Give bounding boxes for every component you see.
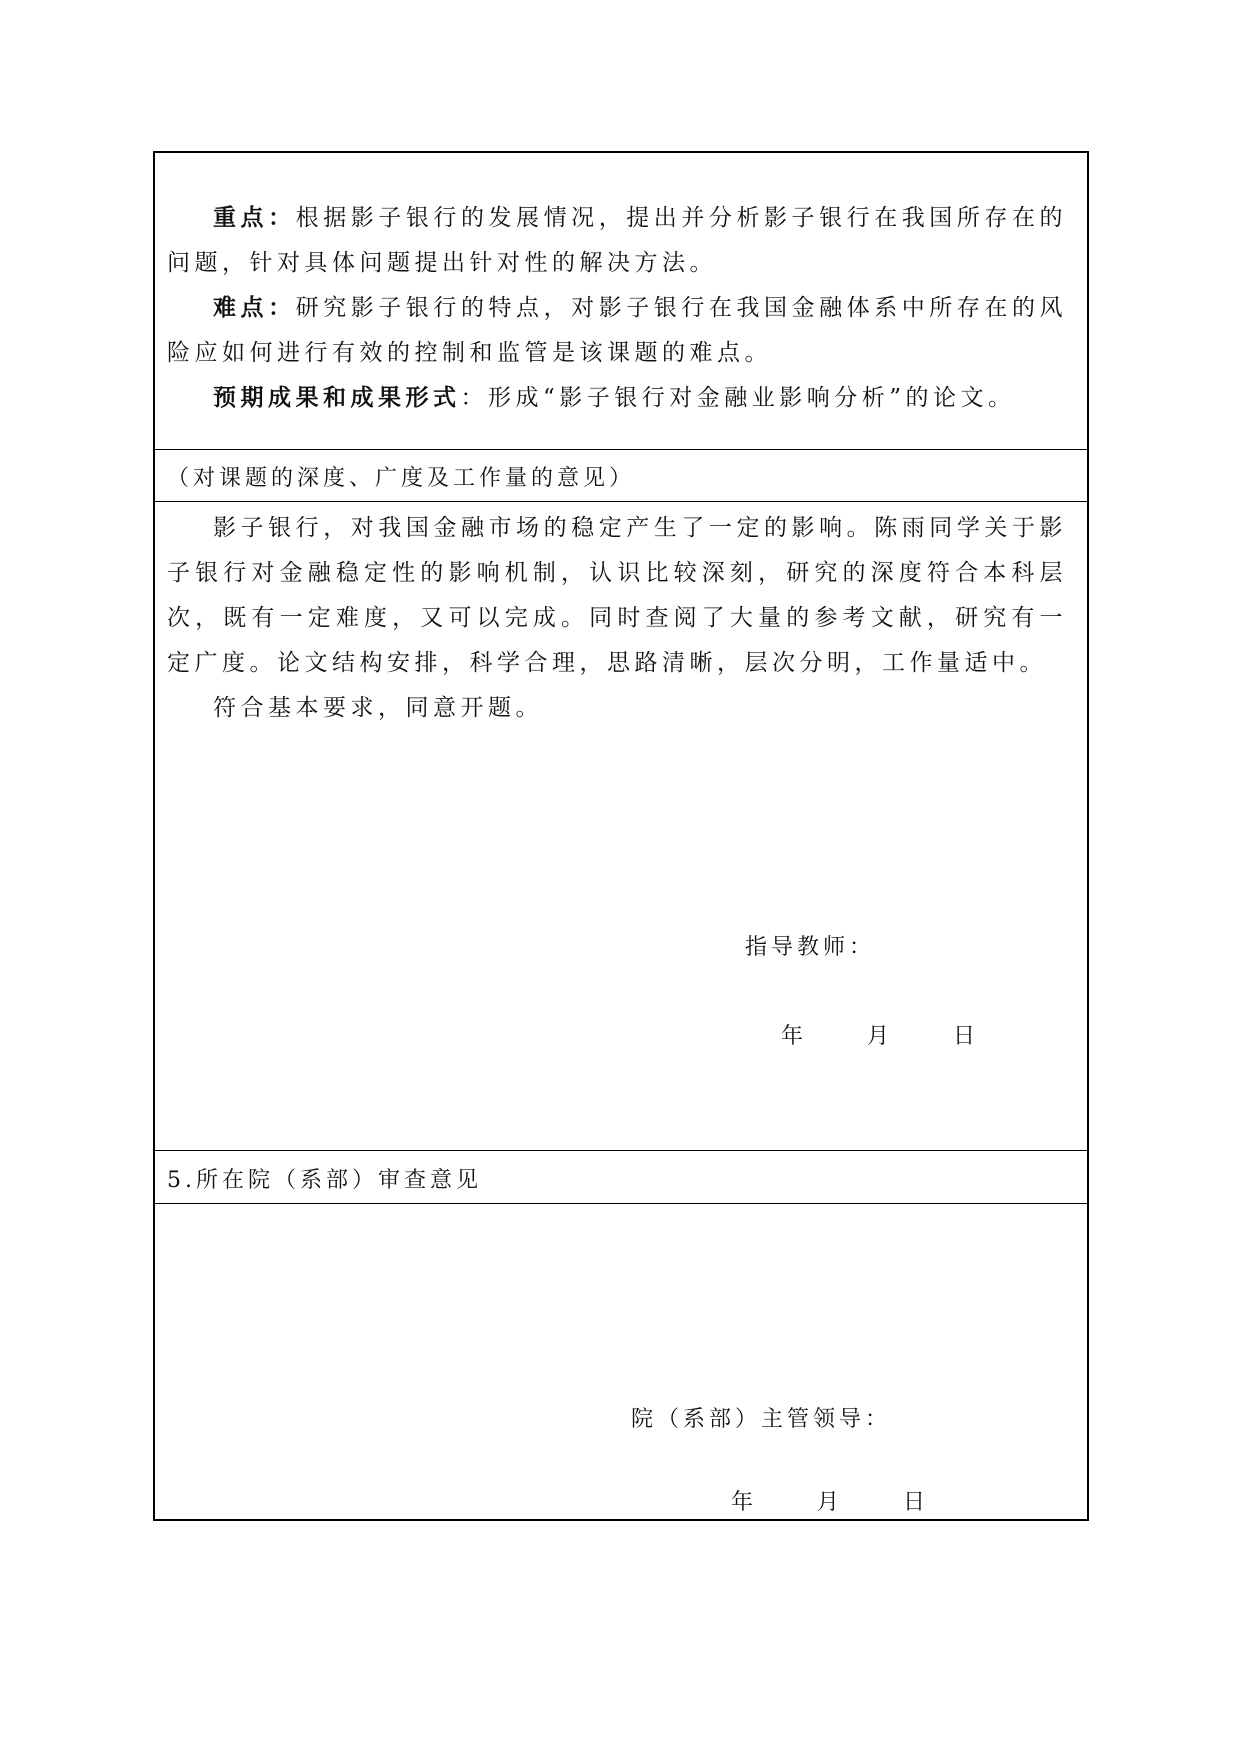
focus-paragraph: [167, 195, 1067, 286]
advisor-opinion-header-cell: [155, 450, 1087, 502]
department-review-body-cell: [155, 1204, 1087, 1521]
advisor-date: [781, 1019, 975, 1050]
department-date-day: 日: [903, 1490, 926, 1515]
advisor-opinion-paragraph-2: 符合基本要求，同意开题。: [213, 695, 543, 721]
department-review-header-cell: [155, 1151, 1087, 1204]
department-date-year: 年: [731, 1490, 754, 1515]
advisor-signature-label: 指导教师：: [745, 935, 876, 960]
outcome-label: 预期成果和成果形式: [213, 384, 461, 411]
advisor-date-day: 日: [953, 1024, 976, 1049]
department-review-header: 5.所在院（系部）审查意见: [167, 1168, 482, 1193]
difficulty-text: 研究影子银行的特点，对影子银行在我国金融体系中所存在的风险应如何进行有效的控制和监管是该课题的难点。: [167, 295, 1068, 366]
advisor-date-year: 年: [781, 1024, 804, 1049]
advisor-opinion-body-cell: [155, 502, 1087, 1151]
focus-text: 根据影子银行的发展情况，提出并分析影子银行在我国所存在的问题，针对具体问题提出针对性的解决方法。: [167, 205, 1068, 276]
proposal-form-table: [153, 151, 1089, 1521]
advisor-opinion-header: （对课题的深度、广度及工作量的意见）: [167, 466, 636, 491]
focus-label: 重点：: [213, 204, 296, 231]
outcome-text: ：形成“影子银行对金融业影响分析”的论文。: [460, 385, 1016, 411]
department-signature-label: 院（系部）主管领导：: [631, 1407, 892, 1432]
difficulty-label: 难点：: [213, 294, 296, 321]
outcome-paragraph: [167, 375, 1067, 421]
department-date: [731, 1485, 925, 1516]
department-date-month: 月: [817, 1490, 840, 1515]
key-points-cell: [155, 153, 1087, 450]
advisor-date-month: 月: [867, 1024, 890, 1049]
difficulty-paragraph: [167, 285, 1067, 376]
advisor-opinion-paragraph-1: 影子银行，对我国金融市场的稳定产生了一定的影响。陈雨同学关于影子银行对金融稳定性的影响机制，认识比较深刻，研究的深度符合本科层次，既有一定难度，又可以完成。同时查阅了大量的参考文献，研究有一定广度。论文结构安排，科学合理，思路清晰，层次分明，工作量适中。: [167, 515, 1067, 676]
